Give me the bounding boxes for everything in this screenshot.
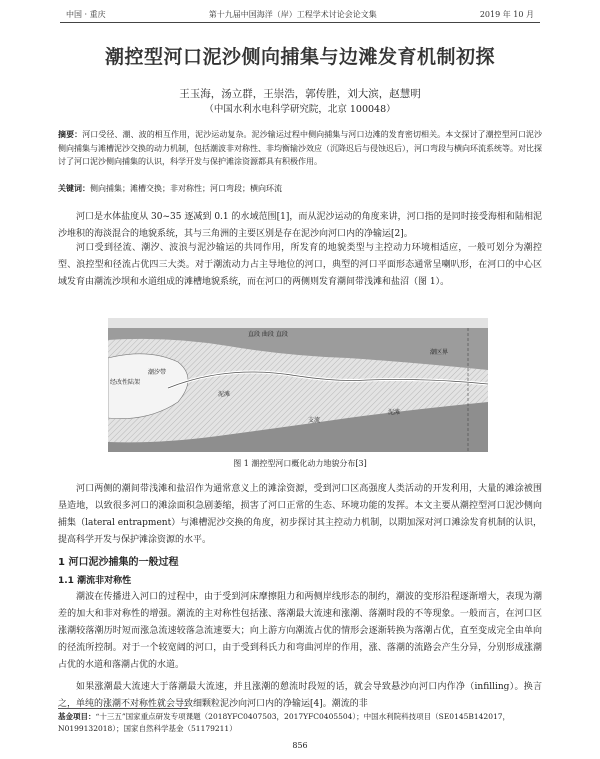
- footnote-text: “十三五”国家重点研发专项课题（2018YFC0407503，2017YFC0405504）；中国水利院科技项目（SE0145B142017，N0199132018）；国家自然科学基金（51179211）: [58, 712, 511, 733]
- keywords: [58, 183, 542, 194]
- paragraph-tidal-asymmetry-2: 如果涨潮最大流速大于落潮最大流速，并且涨潮的憩流时段短的话，就会导致悬沙向河口内作净（infilling）。换言之，单纯的涨潮不对称性就会导致细颗粒泥沙向河口内的净输运[4]。潮流的非: [58, 682, 542, 709]
- label-flat-lower: 泥滩: [388, 409, 401, 416]
- header-date: 2019 年 10 月: [479, 10, 534, 19]
- funding-footnote: [58, 711, 542, 735]
- header-proceedings: 第十九届中国海洋（岸）工程学术讨论会论文集: [208, 10, 377, 19]
- paragraph-intro-2: 河口受到径流、潮汐、波浪与泥沙输运的共同作用，所发育的地貌类型与主控动力环境相适应，一般可划分为潮控型、浪控型和径流占优四三大类。对于潮流动力占主导地位的河口，典型的河口平面形态通常呈喇叭形，在河口的中心区域发育由潮流沙坝和水道组成的滩槽地貌系统，而在河口的两侧则发育潮间带浅滩和盐沼（图 1）。: [58, 243, 542, 287]
- label-tidal-limit: 潮区界: [430, 349, 449, 356]
- keywords-text: 侧向捕集；滩槽交换；非对称性；河口弯段；横向环流: [90, 184, 282, 193]
- label-tidal-zone: 潮汐带: [148, 369, 167, 376]
- label-flat: 泥滩: [218, 391, 231, 398]
- subsection-heading-1-1: 1.1 潮流非对称性: [58, 576, 132, 586]
- author-list: 王玉海，汤立群，王崇浩，郭传胜，刘大滨，赵慧明: [179, 88, 421, 100]
- running-header: [66, 9, 534, 23]
- abstract-text: 河口受径、潮、波的相互作用，泥沙运动复杂。泥沙输运过程中侧向捕集与河口边滩的发育密切相关。本文探讨了潮控型河口泥沙侧向捕集与滩槽泥沙交换的动力机制，包括潮波非对称性、非均衡输沙效应（沉降迟后与侵蚀迟后），河口弯段与横向环流系统等。对比探讨了河口泥沙侧向捕集的认识，科学开发与保护滩涂资源都具有积极作用。: [58, 130, 542, 166]
- abstract-label: 摘要：: [58, 130, 83, 139]
- abstract: [58, 128, 542, 169]
- label-tributary: 支流: [308, 417, 321, 424]
- affiliation: （中国水利水电科学研究院，北京 100048）: [204, 104, 396, 115]
- header-rule: [60, 22, 540, 23]
- paper-title: 潮控型河口泥沙侧向捕集与边滩发育机制初探: [104, 46, 495, 68]
- figure-estuary-diagram: [108, 318, 488, 452]
- paragraph-intro-3: 河口两侧的潮间带浅滩和盐沼作为通常意义上的滩涂资源，受到河口区高强度人类活动的开发利用，大量的滩涂被围垦造地，以致很多河口的滩涂面积急剧萎缩，损害了河口正常的生态、环境功能的发挥。本文主要从潮控型河口泥沙侧向捕集（lateral entrapment）与滩槽泥沙交换的角度，初步探讨其主控动力机制，以期加深对河口滩涂发育机制的认识，提高科学开发与保护滩涂资源的水平。: [58, 484, 542, 545]
- keywords-label: 关键词：: [58, 184, 90, 193]
- paragraph-intro-1: 河口是水体盐度从 30~35 逐减到 0.1 的水域范围[1]，而从泥沙运动的角度来讲，河口指的是同时接受海相和陆相泥沙堆积的海淡混合的地貌系统，其与三角洲的主要区别是存在泥沙向河口内的净输运[2]。: [58, 212, 542, 239]
- section-heading-1: 1 河口泥沙捕集的一般过程: [58, 557, 179, 568]
- header-location: 中国 · 重庆: [66, 10, 106, 19]
- footnote-label: 基金项目：: [58, 712, 96, 721]
- page-number: 856: [292, 741, 308, 750]
- figure-caption: 图 1 潮控型河口概化动力地貌分布[3]: [233, 459, 367, 468]
- label-reaches: 直段 曲段 直段: [248, 331, 288, 338]
- label-land: 经改性陆架: [110, 379, 141, 386]
- paragraph-tidal-asymmetry: 潮波在传播进入河口的过程中，由于受到河床摩擦阻力和两侧岸线形态的制约，潮波的变形沿程逐渐增大，表现为潮差的加大和非对称性的增强。潮流的主对称性包括涨、落潮最大流速和涨潮、落潮时段的不等现象。一般而言，在河口区涨潮较落潮历时短而涨急流速较落急流速要大；向上游方向潮流占优的情形会逐渐转换为落潮占优，直至变成完全由单向的径流所控制。对于一个较宽阔的河口，由于受到科氏力和弯曲河岸的作用，涨、落潮的流路会产生分异，分别形成涨潮占优的水道和落潮占优的水道。: [58, 592, 542, 670]
- footnote-rule: [58, 708, 188, 709]
